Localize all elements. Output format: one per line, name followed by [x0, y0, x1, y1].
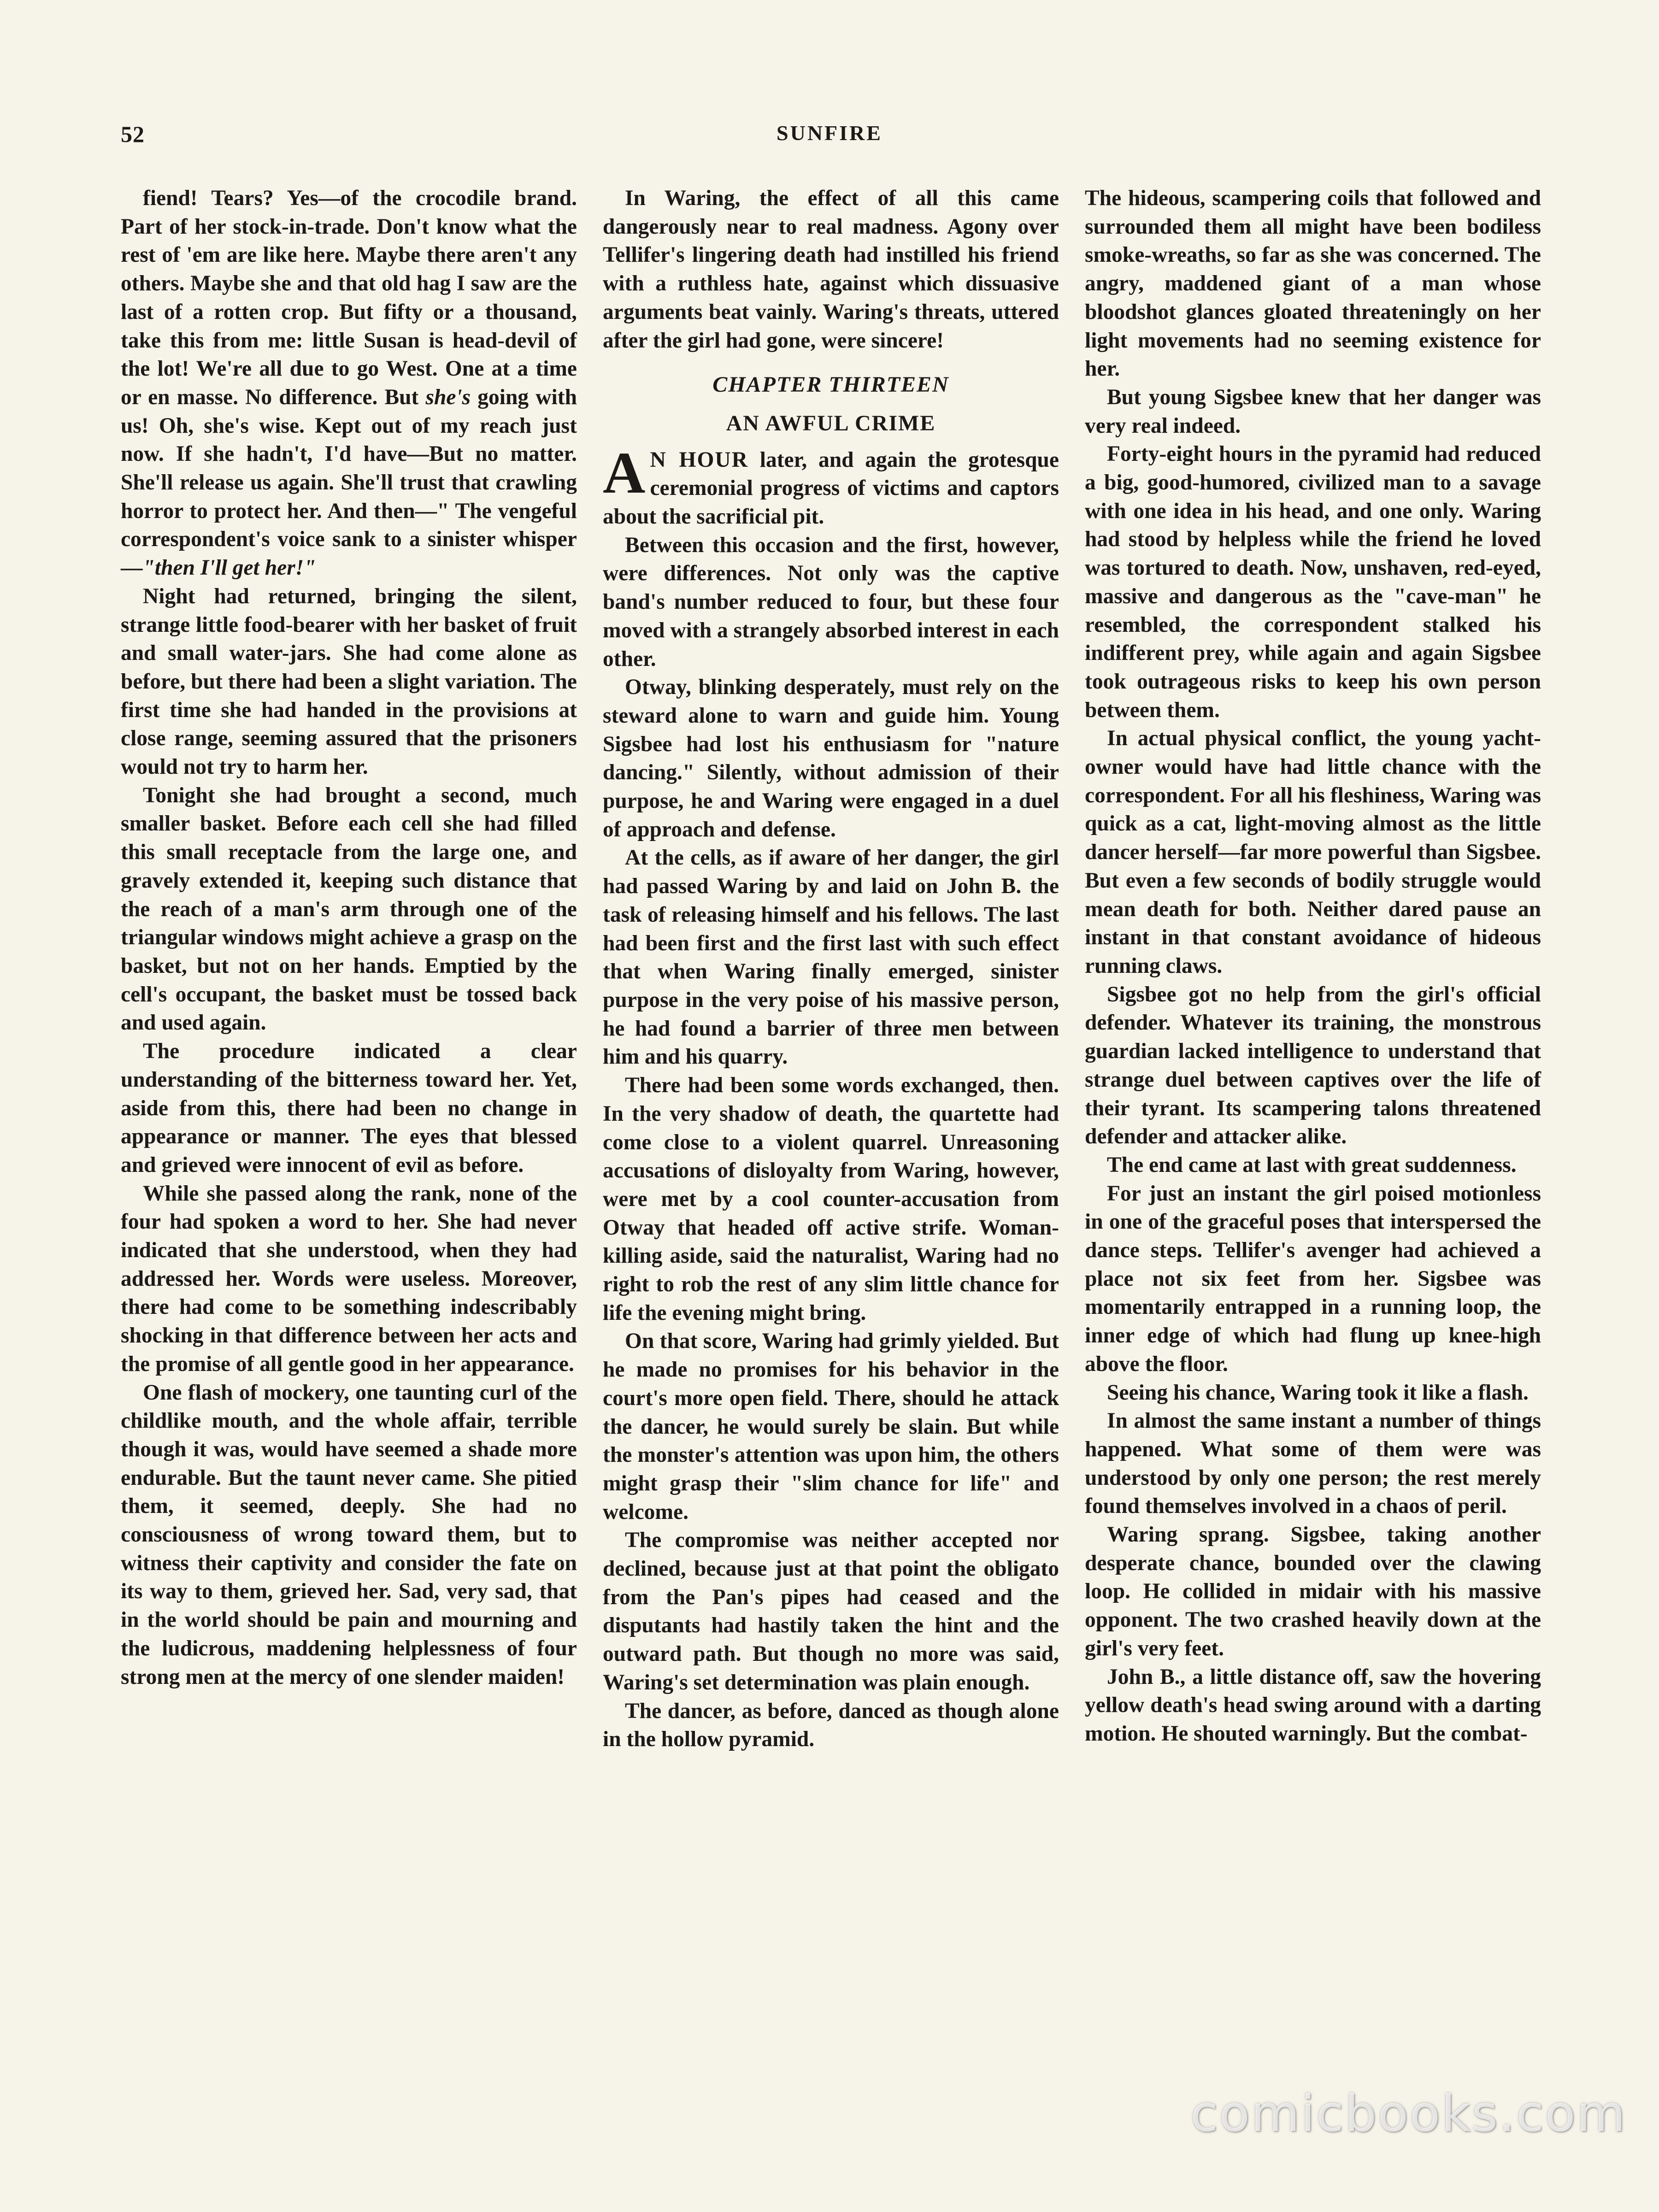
paragraph — [1085, 1379, 1541, 1407]
text-run: Tonight she had brought a second, much smaller basket. Before each cell she had filled this small receptacle from the large one, and gravely extended it, keeping such distance that the reach of a man's arm through one of the triangular windows might achieve a grasp on the basket, but not on her hands. Emptied by the cell's occupant, the basket must be tossed back and used again. — [121, 783, 577, 1035]
paragraph — [603, 531, 1059, 674]
paragraph — [603, 1327, 1059, 1526]
text-run: The compromise was neither accepted nor declined, because just at that point the obligato from the Pan's pipes had ceased and the disputants had hastily taken the hint and the outward path. But though no more was said, Waring's set determination was plain enough. — [603, 1528, 1059, 1694]
text-run: The dancer, as before, danced as though alone in the hollow pyramid. — [603, 1699, 1059, 1752]
site-watermark: comicbooks.com — [1190, 2085, 1627, 2143]
paragraph — [1085, 383, 1541, 440]
chapter-opening-paragraph — [603, 440, 1059, 531]
page-number: 52 — [121, 121, 145, 147]
text-run: On that score, Waring had grimly yielded. But he made no promises for his behavior in the court's more open field. There, should he attack the dancer, he would surely be slain. But while the monster's attention was upon him, the others might grasp their "slim chance for life" and welcome. — [603, 1329, 1059, 1524]
text-run: Between this occasion and the first, however, were differences. Not only was the captive band's number reduced to four, but these four moved with a strangely absorbed interest in each other. — [603, 533, 1059, 671]
paragraph — [603, 844, 1059, 1071]
text-run: Forty-eight hours in the pyramid had reduced a big, good-humored, civilized man to a savage with one idea in his head, and one only. Waring had stood by helpless while the friend he loved was tortured to death. Now, unshaven, red-eyed, massive and dangerous as the "cave-man" he resembled, the correspondent stalked his indifferent prey, while again and again Sigsbee took outrageous risks to keep his own person between them. — [1085, 442, 1541, 722]
paragraph — [121, 1379, 577, 1692]
text-run: Night had returned, bringing the silent, strange little food-bearer with her basket of fruit and small water-jars. She had come alone as before, but there had been a slight variation. The first time she had handed in the provisions at close range, seeming assured that the prisoners would not try to harm her. — [121, 584, 577, 779]
text-run: going with us! Oh, she's wise. Kept out of my reach just now. If she hadn't, I'd have—But no matter. She'll release us again. She'll trust that crawling horror to protect her. And then—" The vengeful correspondent's voice sank to a sinister whisper— — [121, 385, 577, 580]
opening-small-caps: N HOUR — [650, 447, 748, 472]
paragraph — [1085, 184, 1541, 383]
paragraph — [121, 1037, 577, 1180]
text-run: fiend! Tears? Yes—of the crocodile brand. Part of her stock-in-trade. Don't know what the rest of 'em are like here. Maybe there aren't any others. Maybe she and that old hag I saw are the last of a rotten crop. But fifty or a thousand, take this from me: little Susan is head-devil of the lot! We're all due to go West. One at a time or en masse. No difference. But — [121, 186, 577, 409]
paragraph — [603, 1071, 1059, 1327]
paragraph — [121, 782, 577, 1037]
page-header — [121, 121, 1538, 158]
drop-cap: A — [603, 440, 646, 506]
italic-text-run: she's — [425, 385, 471, 409]
paragraph — [121, 1180, 577, 1379]
paragraph — [1085, 1521, 1541, 1663]
paragraph — [1085, 1663, 1541, 1748]
text-run: Sigsbee got no help from the girl's official defender. Whatever its training, the monstrous guardian lacked intelligence to understand that strange duel between captives over the life of their tyrant. Its scampering talons threatened defender and attacker alike. — [1085, 982, 1541, 1149]
text-column-3 — [1085, 184, 1541, 1748]
text-run: In almost the same instant a number of things happened. What some of them were was understood by only one person; the rest merely found themselves involved in a chaos of peril. — [1085, 1409, 1541, 1518]
paragraph — [1085, 1151, 1541, 1180]
text-run: In actual physical conflict, the young yacht-owner would have had little chance with the correspondent. For all his fleshiness, Waring was quick as a cat, light-moving almost as the little dancer herself—far more powerful than Sigsbee. But even a few seconds of bodily struggle would mean death for both. Neither dared pause an instant in that constant avoidance of hideous running claws. — [1085, 726, 1541, 978]
text-run: Waring sprang. Sigsbee, taking another desperate chance, bounded over the clawing loop. He collided in midair with his massive opponent. The two crashed heavily down at the girl's very feet. — [1085, 1523, 1541, 1660]
text-run: John B., a little distance off, saw the hovering yellow death's head swing around with a darting motion. He shouted warningly. But the combat- — [1085, 1665, 1541, 1746]
paragraph: In Waring, the effect of all this came dangerously near to real madness. Agony over Tellifer's lingering death had instilled his friend with a ruthless hate, against which dissuasive arguments beat vainly. Waring's threats, uttered after the girl had gone, were sincere! — [603, 186, 1059, 353]
column-2-paragraphs — [603, 531, 1059, 1754]
text-run: There had been some words exchanged, then. In the very shadow of death, the quartette had come close to a violent quarrel. Unreasoning accusations of disloyalty from Waring, however, were met by a cool counter-accusation from Otway that headed off active strife. Woman-killing aside, said the naturalist, Waring had no right to rob the rest of any slim little chance for life the evening might bring. — [603, 1073, 1059, 1325]
text-run: At the cells, as if aware of her danger, the girl had passed Waring by and laid on John B. the task of releasing himself and his fellows. The last had been first and the first last with such effect that when Waring finally emerged, sinister purpose in the very poise of his massive person, he had found a barrier of three men between him and his quarry. — [603, 846, 1059, 1069]
text-run: The procedure indicated a clear understanding of the bitterness toward her. Yet, aside from this, there had been no change in appearance or manner. The eyes that blessed and grieved were innocent of evil as before. — [121, 1039, 577, 1177]
text-run: But young Sigsbee knew that her danger was very real indeed. — [1085, 385, 1541, 438]
italic-text-run: "then I'll get her!" — [142, 556, 316, 580]
text-run: One flash of mockery, one taunting curl of the childlike mouth, and the whole affair, terrible though it was, would have seemed a shade more endurable. But the taunt never came. She pitied them, it seemed, deeply. She had no consciousness of wrong toward them, but to witness their captivity and consider the fate on its way to them, grieved her. Sad, very sad, that in the world should be pain and mourning and the ludicrous, maddening helplessness of four strong men at the mercy of one slender maiden! — [121, 1380, 577, 1689]
text-run: The hideous, scampering coils that followed and surrounded them all might have been bodiless smoke-wreaths, so far as she was concerned. The angry, maddened giant of a man whose bloodshot glances gloated threateningly on her light movements had no seeming existence for her. — [1085, 186, 1541, 381]
paragraph — [1085, 440, 1541, 724]
chapter-title: AN AWFUL CRIME — [726, 411, 936, 435]
paragraph — [121, 582, 577, 782]
paragraph — [1085, 724, 1541, 980]
paragraph — [603, 673, 1059, 844]
text-column-1 — [121, 184, 577, 1691]
paragraph — [121, 184, 577, 582]
chapter-heading: CHAPTER THIRTEEN — [712, 372, 949, 397]
text-run: For just an instant the girl poised motionless in one of the graceful poses that interspersed the dance steps. Tellifer's avenger had achieved a place not six feet from her. Sigsbee was momentarily entrapped in a running loop, the inner edge of which had flung up knee-high above the floor. — [1085, 1181, 1541, 1376]
text-run: Otway, blinking desperately, must rely on the steward alone to warn and guide him. Young Sigsbee had lost his enthusiasm for "nature dancing." Silently, without admission of their purpose, he and Waring were engaged in a duel of approach and defense. — [603, 675, 1059, 841]
paragraph — [603, 1526, 1059, 1697]
text-run: While she passed along the rank, none of the four had spoken a word to her. She had never indicated that she understood, when they had addressed her. Words were useless. Moreover, there had come to be something indescribably shocking in that difference between her acts and the promise of all gentle good in her appearance. — [121, 1181, 577, 1376]
paragraph — [603, 1697, 1059, 1754]
text-column-2 — [603, 184, 1059, 1754]
text-run: The end came at last with great suddenness. — [1107, 1153, 1517, 1177]
opening-text: later, and again the grotesque ceremonial progress of victims and captors about the sacrificial pit. — [603, 447, 1059, 529]
paragraph — [1085, 1180, 1541, 1379]
text-run: Seeing his chance, Waring took it like a flash. — [1107, 1380, 1529, 1405]
paragraph — [1085, 981, 1541, 1151]
paragraph — [1085, 1407, 1541, 1521]
running-title: SUNFIRE — [777, 121, 882, 145]
